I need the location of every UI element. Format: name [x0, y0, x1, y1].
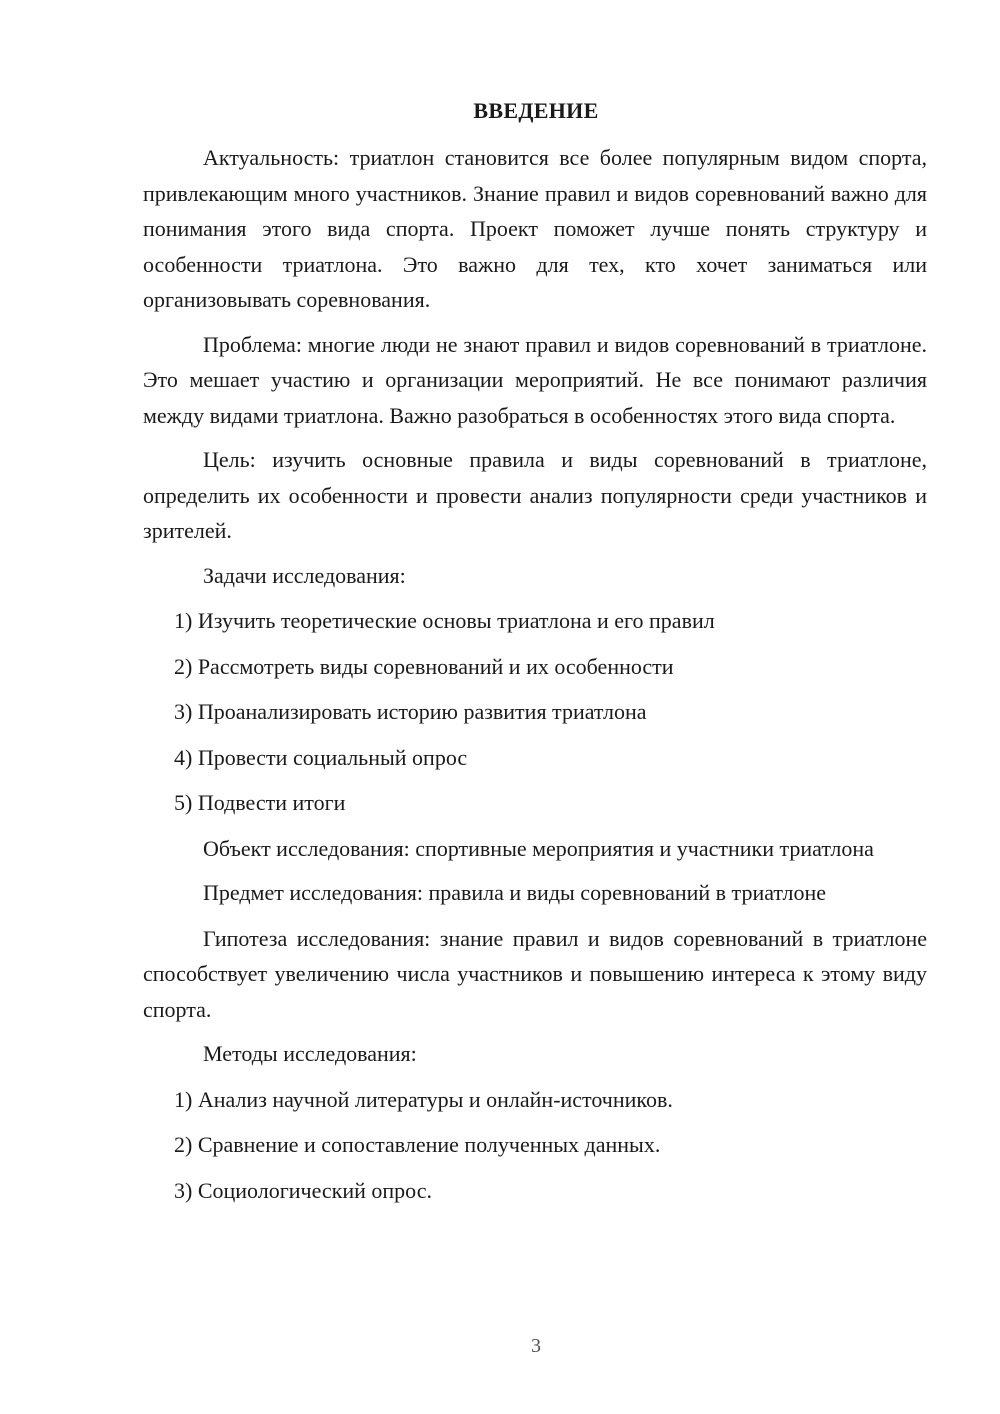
hypothesis-paragraph: Гипотеза исследования: знание правил и видов соревнований в триатлоне способствует увеличению числа участников и повышению интереса к этому виду спорта. [143, 925, 927, 1022]
relevance-paragraph: Актуальность: триатлон становится все более популярным видом спорта, привлекающим много участников. Знание правил и видов соревнований важно для понимания этого вида спорта. Проект поможет лучше понять структуру и особенности триатлона. Это важно для тех, кто хочет заниматься или организовывать соревнования. [143, 145, 927, 312]
list-item: 4) Провести социальный опрос [174, 744, 468, 770]
list-item: 2) Сравнение и сопоставление полученных данных. [174, 1132, 661, 1157]
problem-paragraph: Проблема: многие люди не знают правил и видов соревнований в триатлоне. Это мешает участию и организации мероприятий. Не все понимают различия между видами триатлона. Важно разобраться в особенностях этого вида спорта. [143, 331, 927, 428]
list-item: 1) Анализ научной литературы и онлайн-источников. [174, 1086, 673, 1112]
list-item: 2) Рассмотреть виды соревнований и их особенности [174, 653, 674, 679]
tasks-list [143, 603, 927, 821]
tasks-title: Задачи исследования: [203, 562, 406, 588]
section-heading: ВВЕДЕНИЕ [473, 98, 599, 123]
page-number: 3 [531, 1335, 541, 1357]
object-paragraph: Объект исследования: спортивные мероприятия и участники триатлона [203, 835, 874, 861]
list-item: 5) Подвести итоги [174, 790, 346, 815]
methods-list [143, 1082, 927, 1209]
methods-title: Методы исследования: [203, 1041, 417, 1066]
body-text [143, 140, 927, 1218]
list-item: 3) Проанализировать историю развития триатлона [174, 699, 647, 724]
list-item: 1) Изучить теоретические основы триатлона и его правил [174, 608, 715, 633]
goal-paragraph: Цель: изучить основные правила и виды соревнований в триатлоне, определить их особенности и провести анализ популярности среди участников и зрителей. [143, 447, 927, 543]
subject-paragraph: Предмет исследования: правила и виды соревнований в триатлоне [203, 880, 826, 905]
list-item: 3) Социологический опрос. [174, 1177, 432, 1203]
